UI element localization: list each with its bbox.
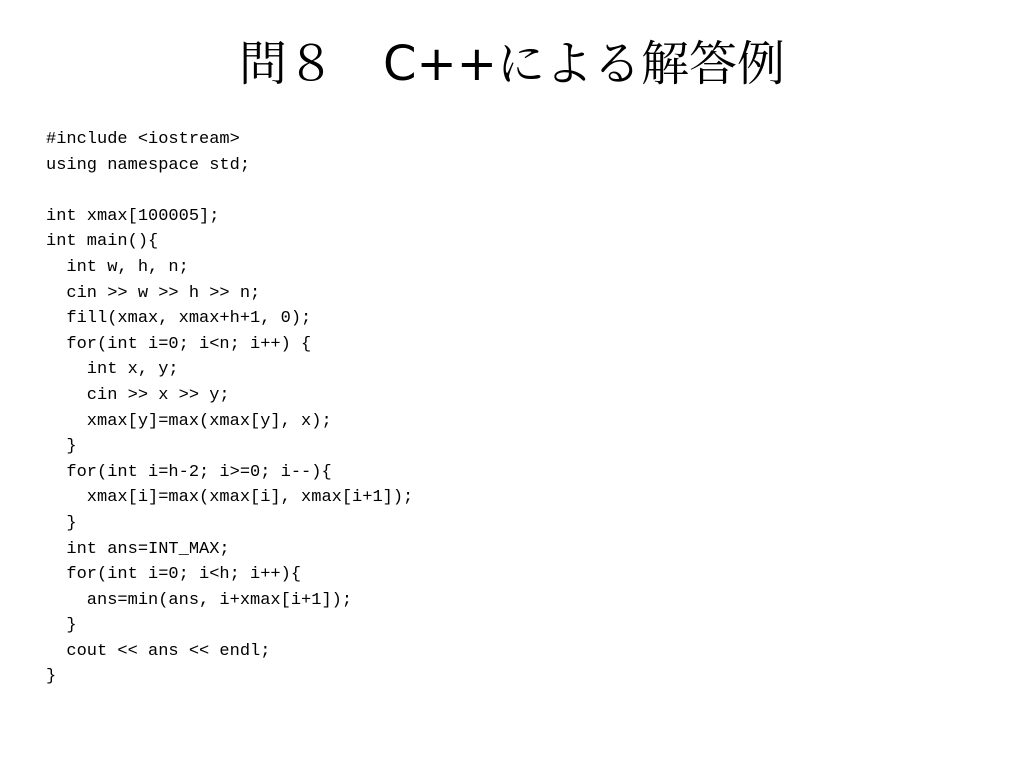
code-line: for(int i=0; i<h; i++){ [46,565,302,585]
slide-title: 問８ C++による解答例 [239,36,785,92]
code-line: using namespace std; [46,155,251,175]
code-line: xmax[y]=max(xmax[y], x); [46,411,332,431]
code-line: for(int i=h-2; i>=0; i--){ [46,462,332,482]
code-line: ans=min(ans, i+xmax[i+1]); [46,590,353,610]
code-line: int xmax[100005]; [46,206,220,226]
code-line: } [46,513,77,533]
code-line: } [46,667,57,687]
code-line [46,178,413,204]
code-line: int ans=INT_MAX; [46,539,230,559]
code-line: cin >> x >> y; [46,385,230,405]
code-line: for(int i=0; i<n; i++) { [46,334,312,354]
code-line: cin >> w >> h >> n; [46,283,261,303]
code-block [46,127,413,690]
code-line: fill(xmax, xmax+h+1, 0); [46,309,312,329]
code-line: } [46,616,77,636]
code-line: xmax[i]=max(xmax[i], xmax[i+1]); [46,488,414,508]
code-line: } [46,437,77,457]
code-line: cout << ans << endl; [46,641,271,661]
code-line: int main(){ [46,232,159,252]
code-line: int w, h, n; [46,257,189,277]
code-line: #include <iostream> [46,130,240,149]
code-line: int x, y; [46,360,179,380]
